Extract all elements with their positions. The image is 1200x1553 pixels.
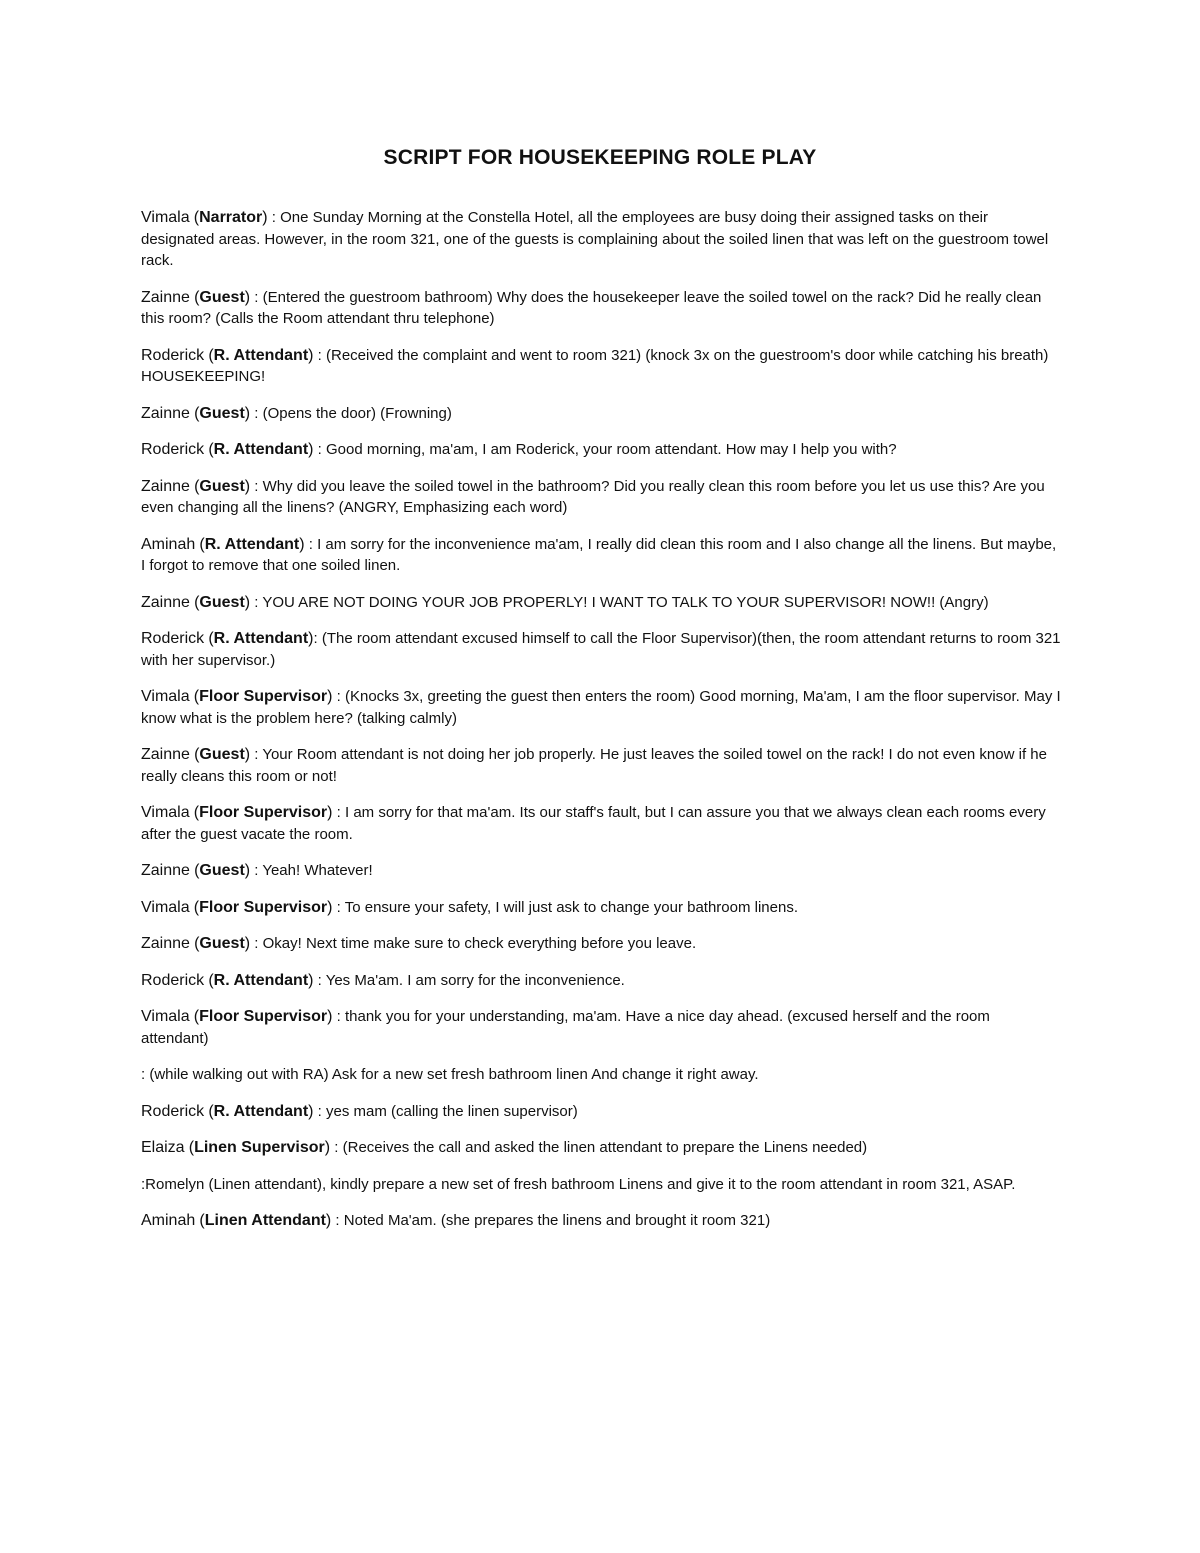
script-line [141,628,1061,671]
speaker-role: (Floor Supervisor) [193,804,333,821]
script-line [141,207,1061,272]
speaker-role: (Linen Supervisor) [188,1139,331,1156]
speaker-name: Roderick [141,1102,205,1120]
speaker-role: (Guest) [194,593,251,611]
speaker-role: (Guest) [194,404,251,422]
speaker-name: Roderick [141,630,205,647]
speaker-role-label: Guest [199,593,245,611]
line-text: : YOU ARE NOT DOING YOUR JOB PROPERLY! I WANT TO TALK TO YOUR SUPERVISOR! NOW!! (Angry) [250,593,989,611]
script-line [141,1006,1061,1049]
line-text: : thank you for your understanding, ma'am. Have a nice day ahead. (excused herself and the room attendant) [141,1008,990,1047]
speaker-role-label: R. Attendant [213,1102,309,1120]
speaker-role-label: Floor Supervisor [199,898,328,916]
speaker-role-label: Guest [199,862,245,879]
script-line [141,1064,1061,1086]
line-text: : (The room attendant excused himself to call the Floor Supervisor)(then, the room attendant returns to room 321 with her supervisor.) [141,630,1061,669]
script-line [141,802,1061,845]
speaker-name: Zainne [141,288,190,306]
script-line [141,860,1061,882]
line-text: : Good morning, ma'am, I am Roderick, your room attendant. How may I help you with? [313,441,897,458]
speaker-role-label: R. Attendant [213,346,309,364]
script-line [141,970,1061,992]
line-text: : Why did you leave the soiled towel in the bathroom? Did you really clean this room before you let us use this? Are you even changing all the linens? (ANGRY, Emphasizing each word) [141,477,1045,516]
speaker-name: Zainne [141,746,190,763]
speaker-name: Roderick [141,346,205,364]
speaker-name: Elaiza [141,1139,185,1156]
speaker-role: (Guest) [194,288,251,306]
speaker-role-label: Floor Supervisor [199,804,328,821]
line-text: : (Opens the door) (Frowning) [250,404,452,422]
speaker-name: Zainne [141,404,190,422]
script-line [141,287,1061,330]
speaker-role: (R. Attendant) [208,441,314,458]
script-line [141,1174,1061,1196]
line-text: : To ensure your safety, I will just ask to change your bathroom linens. [332,898,798,916]
speaker-role-label: Guest [199,288,245,306]
line-text: : One Sunday Morning at the Constella Hotel, all the employees are busy doing their assigned tasks on their designated areas. However, in the room 321, one of the guests is complaining about the soiled linen that was left on the guestroom towel rack. [141,209,1049,269]
speaker-role: (Linen Attendant) [199,1212,332,1229]
script-line [141,476,1061,519]
line-text: : (while walking out with RA) Ask for a new set fresh bathroom linen And change it right away. [141,1066,759,1083]
script-line [141,439,1061,461]
line-text: : Yes Ma'am. I am sorry for the inconvenience. [313,971,625,989]
script-line [141,1101,1061,1123]
script-line [141,1137,1061,1159]
speaker-role-label: R. Attendant [213,441,309,458]
speaker-role-label: Linen Attendant [204,1212,326,1229]
speaker-name: Vimala [141,688,190,705]
speaker-role: (Guest) [194,746,251,763]
line-text: : (Entered the guestroom bathroom) Why does the housekeeper leave the soiled towel on the rack? Did he really clean this room? (Calls the Room attendant thru telephone) [141,288,1042,327]
script-line [141,1210,1061,1232]
speaker-role: (Guest) [194,862,251,879]
speaker-name: Vimala [141,209,190,226]
speaker-name: Aminah [141,535,196,553]
script-line [141,686,1061,729]
speaker-name: Vimala [141,898,190,916]
speaker-role-label: Floor Supervisor [199,688,328,705]
line-text: : Your Room attendant is not doing her job properly. He just leaves the soiled towel on the rack! I do not even know if he really cleans this room or not! [141,746,1047,785]
speaker-role-label: Floor Supervisor [199,1008,328,1025]
speaker-name: Roderick [141,971,205,989]
script-body [141,207,1061,1247]
script-line [141,592,1061,614]
speaker-name: Zainne [141,477,190,495]
line-text: : yes mam (calling the linen supervisor) [313,1102,578,1120]
script-line [141,897,1061,919]
line-text: : (Knocks 3x, greeting the guest then enters the room) Good morning, Ma'am, I am the floor supervisor. May I know what is the problem here? (talking calmly) [141,688,1061,727]
speaker-role: (Floor Supervisor) [193,898,333,916]
speaker-role: (Floor Supervisor) [193,1008,333,1025]
speaker-name: Zainne [141,935,190,952]
script-line [141,534,1061,577]
speaker-role: (R. Attendant) [208,1102,314,1120]
speaker-name: Aminah [141,1212,196,1229]
speaker-name: Zainne [141,593,190,611]
line-text: :Romelyn (Linen attendant), kindly prepare a new set of fresh bathroom Linens and give it to the room attendant in room 321, ASAP. [141,1175,1016,1193]
speaker-name: Zainne [141,862,190,879]
speaker-role: (Guest) [194,935,251,952]
speaker-role-label: Linen Supervisor [194,1139,325,1156]
line-text: : I am sorry for the inconvenience ma'am, I really did clean this room and I also change all the linens. But maybe, I forgot to remove that one soiled linen. [141,535,1057,574]
speaker-role: (R. Attendant) [208,346,314,364]
speaker-role-label: Guest [199,746,245,763]
line-text: : Okay! Next time make sure to check everything before you leave. [250,935,697,952]
speaker-name: Vimala [141,1008,190,1025]
speaker-role: (Floor Supervisor) [193,688,333,705]
line-text: : Yeah! Whatever! [250,862,373,879]
speaker-role-label: Guest [199,404,245,422]
speaker-role: (Guest) [194,477,251,495]
line-text: : (Receives the call and asked the linen attendant to prepare the Linens needed) [330,1139,868,1156]
speaker-role-label: Narrator [199,209,263,226]
speaker-role: (R. Attendant) [199,535,305,553]
line-text: : I am sorry for that ma'am. Its our staff's fault, but I can assure you that we always clean each rooms every after the guest vacate the room. [141,804,1046,843]
speaker-role: (R. Attendant) [208,971,314,989]
speaker-role-label: Guest [199,477,245,495]
script-line [141,933,1061,955]
script-line [141,744,1061,787]
speaker-role-label: R. Attendant [204,535,300,553]
script-line [141,345,1061,388]
speaker-role-label: Guest [199,935,245,952]
speaker-name: Vimala [141,804,190,821]
line-text: : Noted Ma'am. (she prepares the linens and brought it room 321) [331,1212,771,1229]
speaker-role: (Narrator) [193,209,268,226]
line-text: : (Received the complaint and went to room 321) (knock 3x on the guestroom's door while catching his breath) HOUSEKEEPING! [141,346,1049,385]
speaker-name: Roderick [141,441,205,458]
speaker-role: (R. Attendant) [208,630,314,647]
script-line [141,403,1061,425]
speaker-role-label: R. Attendant [213,971,309,989]
document-title: SCRIPT FOR HOUSEKEEPING ROLE PLAY [383,146,817,169]
speaker-role-label: R. Attendant [213,630,309,647]
